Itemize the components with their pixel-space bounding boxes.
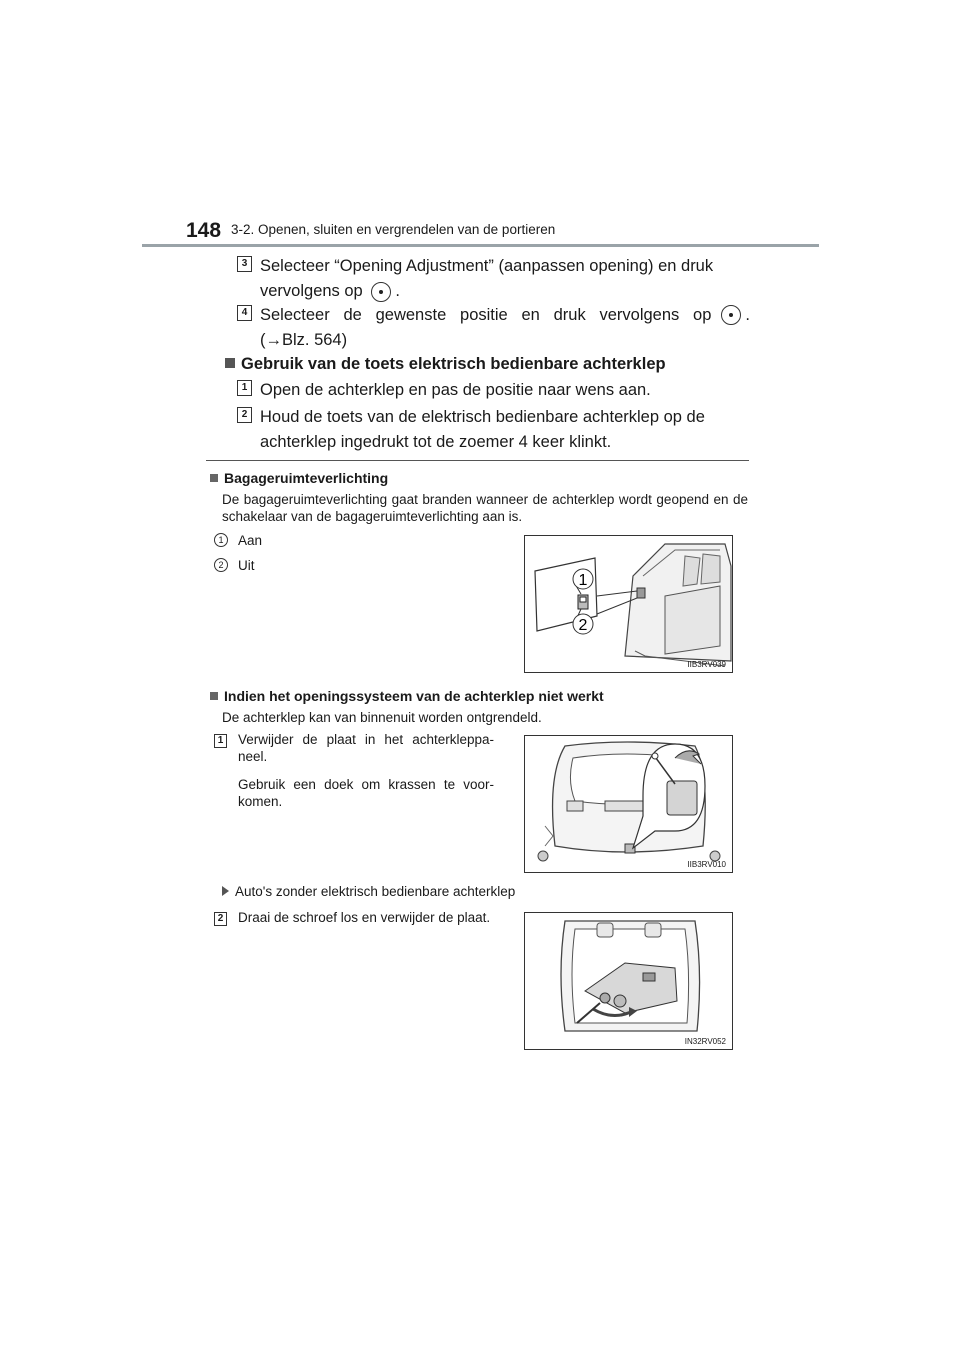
figure-code: IN32RV052: [684, 1037, 726, 1046]
enter-button-icon: [721, 305, 741, 325]
subheading-text: Gebruik van de toets elektrisch bedienbare achterklep: [241, 355, 666, 373]
header-rule: [142, 244, 819, 247]
step-number: 2: [214, 912, 227, 926]
item-number: 2: [214, 558, 228, 572]
step-text: Houd de toets van de elektrisch bedienbare achterklep op de: [260, 408, 705, 426]
luggage-light-figure: [524, 535, 733, 673]
square-bullet-icon: [225, 358, 235, 368]
section-title: 3-2. Openen, sluiten en vergrendelen van de portieren: [231, 222, 556, 237]
tailgate-panel-illustration: [525, 736, 732, 872]
step-text-cont: achterklep ingedrukt tot de zoemer 4 keer klinkt.: [260, 433, 612, 451]
step-number: 1: [214, 734, 227, 748]
item-label: Uit: [238, 558, 255, 573]
step-text-post: .: [395, 282, 400, 300]
step-text-pre: Selecteer de gewenste positie en druk vervolgens op: [260, 306, 712, 324]
enter-button-icon: [371, 282, 391, 302]
subheading: [225, 352, 666, 376]
tailgate-interior-illustration: [525, 536, 732, 672]
info-body: De bagageruimteverlichting gaat branden wanneer de achterklep wordt geopend en de schakelaar van de bagageruimteverlichting aan is.: [222, 492, 748, 524]
step-text-pre: vervolgens op: [260, 282, 363, 300]
page-number: 148: [186, 219, 222, 242]
step-number: 2: [237, 407, 252, 423]
bullet-text: Auto's zonder elektrisch bedienbare achterklep: [235, 884, 516, 899]
step-text: Open de achterklep en pas de positie naar wens aan.: [260, 381, 651, 399]
callout-1: 1: [578, 572, 588, 589]
bullet-item: [222, 883, 515, 900]
tailgate-panel-figure: [524, 735, 733, 873]
item-number: 1: [214, 533, 228, 547]
screw-figure: [524, 912, 733, 1050]
triangle-bullet-icon: [222, 886, 229, 896]
info-heading: [210, 470, 388, 486]
step-line: [260, 303, 750, 327]
square-bullet-icon: [210, 692, 218, 700]
step-note: Gebruik een doek om krassen te voor-komen.: [238, 777, 494, 809]
step-text: Verwijder de plaat in het achterkleppa-neel.: [238, 732, 494, 764]
step-number: 4: [237, 305, 252, 321]
step-text: Draai de schroef los en verwijder de plaat.: [238, 910, 491, 925]
step-number: 3: [237, 256, 252, 272]
callout-2: 2: [578, 617, 588, 634]
figure-code: IIB3RV010: [687, 860, 726, 869]
step-text: Selecteer “Opening Adjustment” (aanpassen opening) en druk: [260, 257, 714, 275]
info-heading-text: Indien het openingssysteem van de achterklep niet werkt: [224, 688, 604, 704]
step-text-cont: [260, 279, 400, 303]
page-reference[interactable]: (→Blz. 564): [260, 331, 348, 349]
screw-illustration: [525, 913, 732, 1049]
info-heading-text: Bagageruimteverlichting: [224, 470, 389, 486]
divider: [206, 460, 749, 461]
step-text-post: .: [745, 306, 750, 324]
square-bullet-icon: [210, 474, 218, 482]
info-body: De achterklep kan van binnenuit worden ontgrendeld.: [222, 710, 542, 725]
item-label: Aan: [238, 533, 263, 548]
step-number: 1: [237, 380, 252, 396]
info-heading: [210, 688, 604, 704]
figure-code: IIB3RV039: [687, 660, 726, 669]
